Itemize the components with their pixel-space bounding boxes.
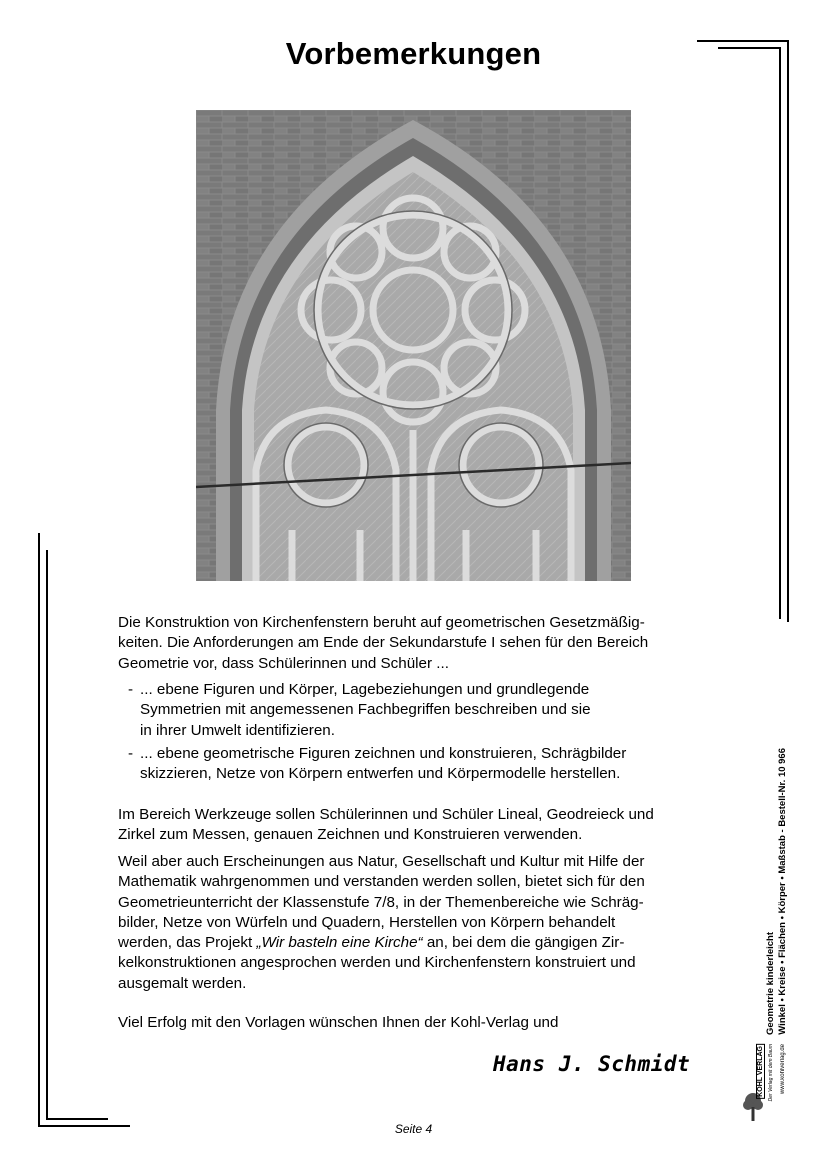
side-subtitle: Winkel • Kreise • Flächen • Körper • Maßstab - Bestell-Nr. 10 966: [777, 748, 788, 1035]
text-line: Symmetrien mit angemessenen Fachbegriffen beschreiben und sie: [140, 701, 591, 719]
text-line: [118, 933, 718, 953]
text-line: Mathematik wahrgenommen und verstanden werden sollen, bietet sich für den: [118, 873, 645, 891]
frame-bottom-left-inner: [46, 1118, 108, 1120]
text-line: Geometrie vor, dass Schülerinnen und Schüler ...: [118, 654, 449, 672]
text-line: kelkonstruktionen angesprochen werden und Kirchenfenstern konstruiert und: [118, 954, 636, 972]
church-window-photo: [196, 110, 631, 581]
text-line: ... ebene Figuren und Körper, Lagebeziehungen und grundlegende: [140, 681, 590, 698]
text-line: in ihrer Umwelt identifizieren.: [140, 721, 335, 739]
frame-left-outer: [38, 533, 40, 1127]
page-number: Seite 4: [394, 1122, 433, 1136]
project-name: „Wir basteln eine Kirche“: [256, 934, 423, 952]
frame-right-outer: [787, 40, 789, 622]
page-title: Vorbemerkungen: [285, 36, 542, 71]
text-line: Die Konstruktion von Kirchenfenstern beruht auf geometrischen Gesetzmäßig-: [118, 614, 645, 631]
text-line: ausgemalt werden.: [118, 974, 247, 992]
frame-right-inner: [779, 47, 781, 619]
publisher-name: KOHL VERLAG: [757, 1046, 764, 1097]
publisher-slogan: Der Verlag mit dem Baum: [768, 1044, 774, 1102]
author-signature: Hans J. Schmidt: [493, 1052, 691, 1076]
text-line: Viel Erfolg mit den Vorlagen wünschen Ihnen der Kohl-Verlag und: [118, 1014, 559, 1031]
text-span: an, bei dem die gängigen Zir-: [422, 934, 625, 952]
closing-line: [118, 1013, 718, 1033]
frame-left-inner: [46, 550, 48, 1120]
side-book-title: Geometrie kinderleicht: [765, 932, 776, 1035]
text-span: werden, das Projekt: [118, 934, 257, 952]
text-line: Geometrieunterricht der Klassenstufe 7/8, in der Themenbereiche wie Schräg-: [118, 893, 644, 911]
publisher-website: www.kohlverlag.de: [780, 1044, 786, 1095]
text-line: bilder, Netze von Würfeln und Quadern, Herstellen von Körpern behandelt: [118, 913, 616, 931]
text-line: Weil aber auch Erscheinungen aus Natur, Gesellschaft und Kultur mit Hilfe der: [118, 853, 645, 870]
intro-paragraph: [118, 613, 718, 674]
bullet-dash: -: [128, 745, 134, 762]
bullet-dash: -: [128, 681, 134, 698]
text-line: skizzieren, Netze von Körpern entwerfen und Körpermodelle herstellen.: [140, 765, 621, 783]
tools-paragraph: [118, 805, 718, 846]
text-line: Zirkel zum Messen, genauen Zeichnen und Konstruieren verwenden.: [118, 826, 583, 844]
text-line: Im Bereich Werkzeuge sollen Schülerinnen und Schüler Lineal, Geodreieck und: [118, 806, 654, 823]
project-paragraph: [118, 852, 718, 994]
text-line: ... ebene geometrische Figuren zeichnen und konstruieren, Schrägbilder: [140, 745, 627, 762]
publisher-logo: [740, 1040, 800, 1135]
side-imprint: [740, 735, 800, 1135]
text-line: keiten. Die Anforderungen am Ende der Sekundarstufe I sehen für den Bereich: [118, 634, 649, 652]
